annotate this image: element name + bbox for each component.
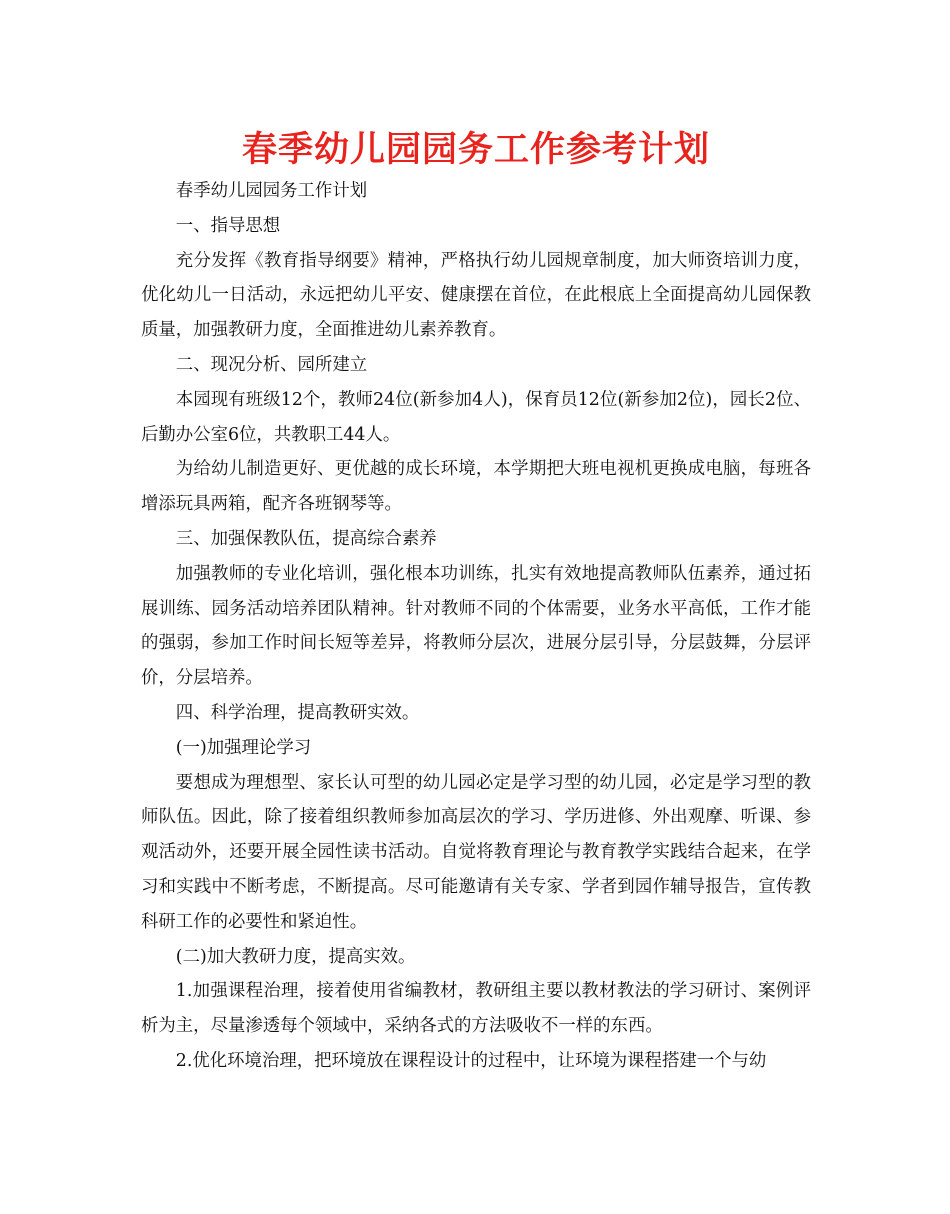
document-body xyxy=(141,174,811,1079)
section-heading-1: 一、指导思想 xyxy=(175,215,281,236)
paragraph: 充分发挥《教育指导纲要》精神，严格执行幼儿园规章制度，加大师资培训力度，优化幼儿一日活动，永远把幼儿平安、健康摆在首位，在此根底上全面提高幼儿园保教质量，加强教研力度，全面推进幼儿素养教育。 xyxy=(141,250,811,341)
paragraph: 要想成为理想型、家长认可型的幼儿园必定是学习型的幼儿园，必定是学习型的教师队伍。因此，除了接着组织教师参加高层次的学习、学历进修、外出观摩、听课、参观活动外，还要开展全园性读书活动。自觉将教育理论与教育教学实践结合起来，在学习和实践中不断考虑，不断提高。尽可能邀请有关专家、学者到园作辅导报告，宣传教科研工作的必要性和紧迫性。 xyxy=(141,772,811,932)
paragraph: 为给幼儿制造更好、更优越的成长环境，本学期把大班电视机更换成电脑，每班各增添玩具两箱，配齐各班钢琴等。 xyxy=(141,459,811,515)
document-title: 春季幼儿园园务工作参考计划 xyxy=(241,130,710,170)
section-heading-3: 三、加强保教队伍，提高综合素养 xyxy=(175,528,437,549)
paragraph: 本园现有班级12个，教师24位(新参加4人)，保育员12位(新参加2位)，园长2位、后勤办公室6位，共教职工44人。 xyxy=(141,389,811,445)
subsection-heading-2: (二)加大教研力度，提高实效。 xyxy=(175,946,416,967)
section-heading-4: 四、科学治理，提高教研实效。 xyxy=(175,702,420,723)
paragraph: 2.优化环境治理，把环境放在课程设计的过程中，让环境为课程搭建一个与幼 xyxy=(175,1050,767,1071)
subsection-heading-1: (一)加强理论学习 xyxy=(175,737,312,758)
document-page xyxy=(141,126,811,1079)
paragraph: 1.加强课程治理，接着使用省编教材，教研组主要以教材教法的学习研讨、案例评析为主，尽量渗透每个领域中，采纳各式的方法吸收不一样的东西。 xyxy=(141,981,811,1037)
paragraph: 加强教师的专业化培训，强化根本功训练，扎实有效地提高教师队伍素养，通过拓展训练、园务活动培养团队精神。针对教师不同的个体需要，业务水平高低，工作才能的强弱，参加工作时间长短等差异，将教师分层次，进展分层引导，分层鼓舞，分层评价，分层培养。 xyxy=(141,563,811,689)
doc-subtitle: 春季幼儿园园务工作计划 xyxy=(175,181,368,201)
section-heading-2: 二、现况分析、园所建立 xyxy=(175,354,368,375)
